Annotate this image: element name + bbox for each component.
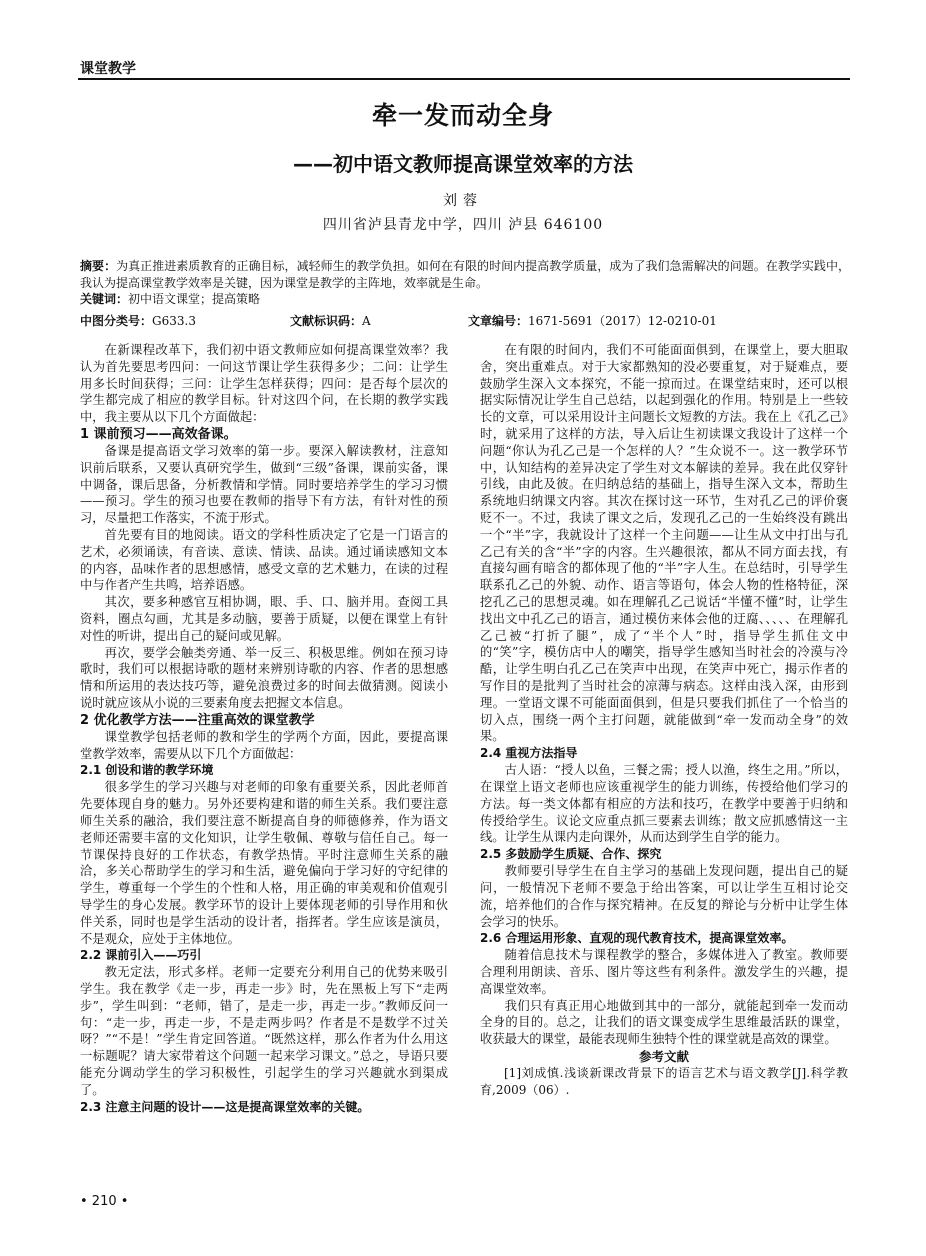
document-code [290, 312, 371, 329]
paragraph: 课堂教学包括老师的教和学生的学两个方面，因此，要提高课堂教学效率，需要从以下几个方面做起： [80, 729, 448, 761]
header-divider [78, 78, 850, 80]
keywords [80, 291, 850, 308]
heading-2-6: 2.6 合理运用形象、直观的现代教育技术，提高课堂效率。 [480, 931, 794, 946]
keywords-text: 初中语文课堂；提高策略 [128, 292, 261, 306]
paragraph: 我们只有真正用心地做到其中的一部分，就能起到牵一发而动全身的目的。总之，让我们的语文课变成学生思维最活跃的课堂，收获最大的课堂，最能表现师生独特个性的课堂就是高效的课堂。 [480, 998, 848, 1047]
page-number: • 210 • [80, 1194, 129, 1209]
reference-item: [1]刘成慎.浅谈新课改背景下的语言艺术与语文教学[J].科学教育,2009（06）. [480, 1066, 848, 1098]
article-title: 牵一发而动全身 [371, 101, 554, 130]
article-label: 文章编号： [468, 314, 529, 328]
right-column [480, 342, 848, 1099]
abstract-label: 摘要： [80, 259, 117, 273]
paragraph: 古人语：“授人以鱼，三餐之需；授人以渔，终生之用。”所以，在课堂上语文老师也应该重视学生的能力训练，传授给他们学习的方法。每一类文体都有相应的方法和技巧，在教学中要善于归纳和传授给学生。议论文应重点抓三要素去训练；散文应抓感情这一主线。让学生从课内走向课外，从而达到学生自学的能力。 [480, 763, 848, 845]
clc-label: 中图分类号： [80, 314, 153, 328]
clc-value: G633.3 [152, 314, 196, 328]
paragraph: 其次，要多种感官互相协调，眼、手、口、脑并用。查阅工具资料，圈点勾画，尤其是多动脑，要善于质疑，以便在课堂上有针对性的听讲，提出自己的疑问或见解。 [80, 595, 448, 643]
clc-number [80, 312, 196, 329]
abstract-block [80, 258, 850, 308]
intro-paragraph: 在新课程改革下，我们初中语文教师应如何提高课堂效率？我认为首先要思考四问：一问这节课让学生获得多少；二问：让学生用多长时间获得；三问：让学生怎样获得；四问：是否每个层次的学生都完成了相应的教学目标。针对这四个问，在长期的教学实践中，我主要从以下几个方面做起： [80, 343, 448, 425]
abstract-text: 为真正推进素质教育的正确目标，减轻师生的教学负担。如何在有限的时间内提高教学质量，成为了我们急需解决的问题。在教学实践中，我认为提高课堂教学效率是关键，因为课堂是教学的主阵地，效率就是生命。 [80, 259, 850, 290]
heading-1: 1 课前预习——高效备课。 [80, 426, 237, 442]
heading-2-4: 2.4 重视方法指导 [480, 746, 578, 761]
left-column [80, 342, 448, 1116]
paragraph: 很多学生的学习兴趣与对老师的印象有重要关系，因此老师首先要体现自身的魅力。另外还要构建和谐的师生关系。我们要注意师生关系的融洽，我们要注意不断提高自身的师德修养，作为语文老师还需要丰富的文化知识，让学生敬佩、尊敬与信任自己。每一节课保持良好的工作状态，有教学热情。平时注意师生关系的融洽，多关心帮助学生的学习和生活，避免偏向于学习好的守纪律的学生，尊重每一个学生的个性和人格，用正确的审美观和价值观引导学生的身心发展。教学环节的设计上要体现老师的引导作用和伙伴关系，同时也是学生活动的设计者，指挥者。学生应该是演员，不是观众，应处于主体地位。 [80, 780, 448, 946]
heading-2: 2 优化教学方法——注重高效的课堂教学 [80, 712, 315, 728]
paragraph: 在有限的时间内，我们不可能面面俱到，在课堂上，要大胆取舍，突出重难点。对于大家都熟知的没必要重复，对于疑难点，要鼓励学生深入文本探究，不能一掠而过。在课堂结束时，还可以根据实际情况让学生自己总结，以起到强化的作用。特别是上一些较长的文章，可以采用设计主问题长文短教的方法。我在上《孔乙己》时，就采用了这样的方法，导入后让生初读课文我设计了这样一个问题“你认为孔乙己是一个怎样的人？”生众说不一。这一教学环节中，认知结构的差异决定了学生对文本解读的差异。我在此仅穿针引线，由此及彼。在归纳总结的基础上，指导生深入文本，帮助生系统地归纳课文内容。其次在探讨这一环节，生对孔乙己的评价褒贬不一。不过，我读了课文之后，发现孔乙己的一生始终没有跳出一个“半”字，我就设计了这样一个主问题——让生从文中打出与孔乙己有关的含“半”字的内容。生兴趣很浓，都从不同方面去找，有直接勾画有暗含的都体现了他的“半”字人生。在总结时，引导学生联系孔乙己的外貌、动作、语言等语句，体会人物的性格特征，深挖孔乙己的思想灵魂。如在理解孔乙己说话“半懂不懂”时，让学生找出文中孔乙己的语言，通过模仿来体会他的迂腐、、、、、在理解孔乙己被“打折了腿”，成了“半个人”时，指导学生抓住文中的“笑”字，模仿店中人的嘲笑，指导学生感知当时社会的冷漠与冷酷，让学生明白孔乙己在笑声中出现，在笑声中死亡，揭示作者的写作目的是批判了当时社会的凉薄与病态。这样由浅入深，由形到理。一堂语文课不可能面面俱到，但是只要我们抓住了一个恰当的切入点，围绕一两个主打问题，就能做到“牵一发而动全身”的效果。 [480, 343, 848, 744]
doc-label: 文献标识码： [290, 314, 363, 328]
article-number [468, 312, 717, 329]
paragraph: 教师要引导学生在自主学习的基础上发现问题，提出自己的疑问，一般情况下老师不要急于给出答案，可以让学生互相讨论交流，培养他们的合作与探究精神。在反复的辩论与分析中让学生体会学习的快乐。 [480, 864, 848, 929]
paragraph: 备课是提高语文学习效率的第一步。要深入解读教材，注意知识前后联系，又要认真研究学生，做到“三级”备课，课前实备，课中调备，课后思备，分析教情和学情。同时要培养学生的学习习惯——预习。学生的预习也要在教师的指导下有方法，有针对性的预习，尽量把工作落实，不流于形式。 [80, 443, 448, 526]
heading-2-1: 2.1 创设和谐的教学环境 [80, 763, 214, 778]
paragraph: 首先要有目的地阅读。语文的学科性质决定了它是一门语言的艺术，必须诵读，有音读、意读、情读、品读。通过诵读感知文本的内容，品味作者的思想感情，感受文章的艺术魅力，在读的过程中与作者产生共鸣，培养语感。 [80, 527, 448, 593]
keywords-label: 关键词： [80, 292, 129, 306]
paragraph: 随着信息技术与课程教学的整合，多媒体进入了教室。教师要合理利用朗读、音乐、图片等这些有利条件。激发学生的兴趣，提高课堂效率。 [480, 948, 848, 996]
heading-2-2: 2.2 课前引入——巧引 [80, 948, 202, 963]
article-subtitle: ——初中语文教师提高课堂效率的方法 [293, 152, 633, 176]
paragraph: 再次，要学会触类旁通、举一反三、积极思维。例如在预习诗歌时，我们可以根据诗歌的题材来辨别诗歌的内容、作者的思想感情和所运用的表达技巧等，避免浪费过多的时间去做猜测。阅读小说时就应该从小说的三要素角度去把握文本信息。 [80, 645, 448, 710]
doc-value: A [362, 314, 371, 328]
heading-2-5: 2.5 多鼓励学生质疑、合作、探究 [480, 847, 662, 862]
references-heading: 参考文献 [638, 1049, 689, 1065]
author-affiliation: 四川省泸县青龙中学，四川 泸县 646100 [322, 217, 604, 233]
heading-2-3: 2.3 注意主问题的设计——这是提高课堂效率的关键。 [80, 1099, 370, 1114]
section-label: 课堂教学 [80, 61, 136, 77]
abstract [80, 258, 850, 291]
article-value: 1671-5691（2017）12-0210-01 [528, 314, 717, 328]
paragraph: 教无定法，形式多样。老师一定要充分利用自己的优势来吸引学生。我在教学《走一步，再走一步》时，先在黑板上写下“走两步”，学生叫到：“老师，错了，是走一步，再走一步。”教师反问一句：“走一步，再走一步，不是走两步吗？作者是不是数学不过关呀？”“不是！”学生肯定回答道。“既然这样，那么作者为什么用这一标题呢？请大家带着这个问题一起来学习课文。”总之，导语只要能充分调动学生的学习积极性，引起学生的学习兴趣就水到渠成了。 [80, 965, 448, 1097]
author-name: 刘蓉 [443, 193, 483, 209]
